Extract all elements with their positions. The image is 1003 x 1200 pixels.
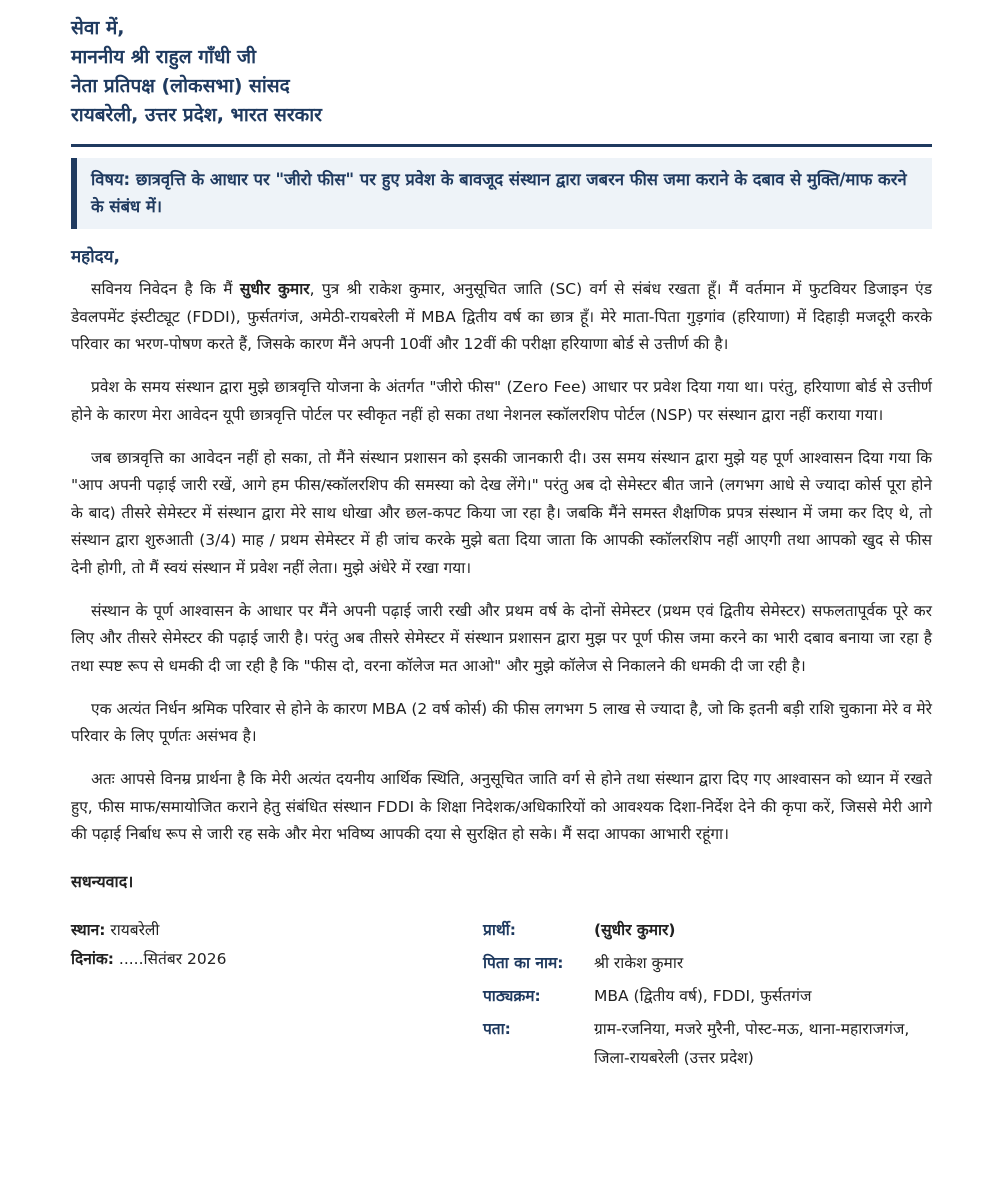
address-line-2: माननीय श्री राहुल गाँधी जी [71,46,257,68]
place-row [71,916,226,945]
applicant-details-block [483,916,935,1073]
course-row [483,982,935,1011]
address-row [483,1015,935,1073]
address-line-3: नेता प्रतिपक्ष (लोकसभा) सांसद [71,75,290,97]
applicant-row [483,916,935,945]
para1-after: , पुत्र श्री राकेश कुमार, अनुसूचित जाति (SC) वर्ग से संबंध रखता हूँ। मैं वर्तमान में फुटवियर डिजाइन एंड डेवलपमेंट इंस्टीट्यूट (FDDI), फुर्सतगंज, अमेठी-रायबरेली में MBA द्वितीय वर्ष का छात्र हूँ। मेरे माता-पिता गुड़गांव (हरियाणा) में दिहाड़ी मजदूरी करके परिवार का भरण-पोषण करते हैं, जिसके कारण मैंने अपनी 10वीं और 12वीं की परीक्षा हरियाणा बोर्ड से उत्तीर्ण की है। [71,280,932,353]
body-paragraph-1 [71,276,932,359]
place-label: स्थान: [71,920,106,939]
father-label: पिता का नाम: [483,953,564,972]
place-value: रायबरेली [110,920,160,939]
applicant-value: (सुधीर कुमार) [594,920,676,939]
date-row [71,945,226,974]
salutation: महोदय, [71,247,120,267]
applicant-name-bold: सुधीर कुमार [239,280,310,298]
subject-box: विषय: छात्रवृत्ति के आधार पर "जीरो फीस" पर हुए प्रवेश के बावजूद संस्थान द्वारा जबरन फीस जमा कराने के दबाव से मुक्ति/माफ करने के संबंध में। [71,158,932,229]
course-label: पाठ्यक्रम: [483,986,541,1005]
body-paragraph-2: प्रवेश के समय संस्थान द्वारा मुझे छात्रवृत्ति योजना के अंतर्गत "जीरो फीस" (Zero Fee) आधार पर प्रवेश दिया गया था। परंतु, हरियाणा बोर्ड से उत्तीर्ण होने के कारण मेरा आवेदन यूपी छात्रवृत्ति पोर्टल पर स्वीकृत नहीं हो सका तथा नेशनल स्कॉलरशिप पोर्टल (NSP) पर संस्थान द्वारा नहीं कराया गया। [71,378,932,424]
header-divider [71,144,932,147]
applicant-label: प्रार्थी: [483,920,516,939]
body-paragraph-6: अतः आपसे विनम्र प्रार्थना है कि मेरी अत्यंत दयनीय आर्थिक स्थिति, अनुसूचित जाति वर्ग से होने तथा संस्थान द्वारा दिए गए आश्वासन को ध्यान में रखते हुए, फीस माफ/समायोजित कराने हेतु संबंधित संस्थान FDDI के शिक्षा निदेशक/अधिकारियों को आवश्यक दिशा-निर्देश देने की कृपा करें, जिससे मेरी आगे की पढ़ाई निर्बाध रूप से जारी रह सके और मेरा भविष्य आपकी दया से सुरक्षित हो सके। मैं सदा आपका आभारी रहूंगा। [71,770,932,843]
address-line-1: सेवा में, [71,17,125,39]
body-paragraph-5: एक अत्यंत निर्धन श्रमिक परिवार से होने के कारण MBA (2 वर्ष कोर्स) की फीस लगभग 5 लाख से ज्यादा है, जो कि इतनी बड़ी राशि चुकाना मेरे व मेरे परिवार के लिए पूर्णतः असंभव है। [71,699,932,745]
address-line-4: रायबरेली, उत्तर प्रदेश, भारत सरकार [71,104,322,126]
place-date-block [71,916,226,974]
closing-thanks: सधन्यवाद। [71,871,134,891]
body-paragraph-3: जब छात्रवृत्ति का आवेदन नहीं हो सका, तो मैंने संस्थान प्रशासन को इसकी जानकारी दी। उस समय संस्थान द्वारा मुझे यह पूर्ण आश्वासन दिया गया कि "आप अपनी पढ़ाई जारी रखें, आगे हम फीस/स्कॉलरशिप की समस्या को देख लेंगे।" परंतु अब दो सेमेस्टर बीत जाने (लगभग आधे से ज्यादा कोर्स पूरा होने के बाद) तीसरे सेमेस्टर में संस्थान द्वारा मेरे साथ धोखा और छल-कपट किया जा रहा है। जबकि मैंने समस्त शैक्षणिक प्रपत्र संस्थान में जमा कर दिए थे, तो संस्थान द्वारा शुरुआती (3/4) माह / प्रथम सेमेस्टर में ही जांच करके मुझे बता दिया जाता कि आपकी स्कॉलरशिप नहीं आएगी तथा आपको खुद से फीस देनी होगी, तो मैं स्वयं संस्थान में प्रवेश नहीं लेता। मुझे अंधेरे में रखा गया। [71,448,932,577]
date-value: .....सितंबर 2026 [118,949,227,968]
postal-address-label: पता: [483,1019,511,1038]
course-value: MBA (द्वितीय वर्ष), FDDI, फुर्सतगंज [594,986,812,1005]
para1-before: सविनय निवेदन है कि मैं [91,280,240,298]
letter-footer [71,916,932,1076]
recipient-address [71,14,932,130]
postal-address-value: ग्राम-रजनिया, मजरे मुरैनी, पोस्ट-मऊ, थाना-महाराजगंज, जिला-रायबरेली (उत्तर प्रदेश) [594,1019,910,1067]
body-paragraph-4: संस्थान के पूर्ण आश्वासन के आधार पर मैंने अपनी पढ़ाई जारी रखी और प्रथम वर्ष के दोनों सेमेस्टर (प्रथम एवं द्वितीय सेमेस्टर) सफलतापूर्वक पूरे कर लिए और तीसरे सेमेस्टर की पढ़ाई जारी है। परंतु अब तीसरे सेमेस्टर में संस्थान प्रशासन द्वारा मुझ पर पूर्ण फीस जमा करने का भारी दबाव बनाया जा रहा है तथा स्पष्ट रूप से धमकी दी जा रही है कि "फीस दो, वरना कॉलेज मत आओ" और मुझे कॉलेज से निकालने की धमकी दी जा रही है। [71,601,932,675]
date-label: दिनांक: [71,949,114,968]
father-row [483,949,935,978]
father-value: श्री राकेश कुमार [594,953,684,972]
